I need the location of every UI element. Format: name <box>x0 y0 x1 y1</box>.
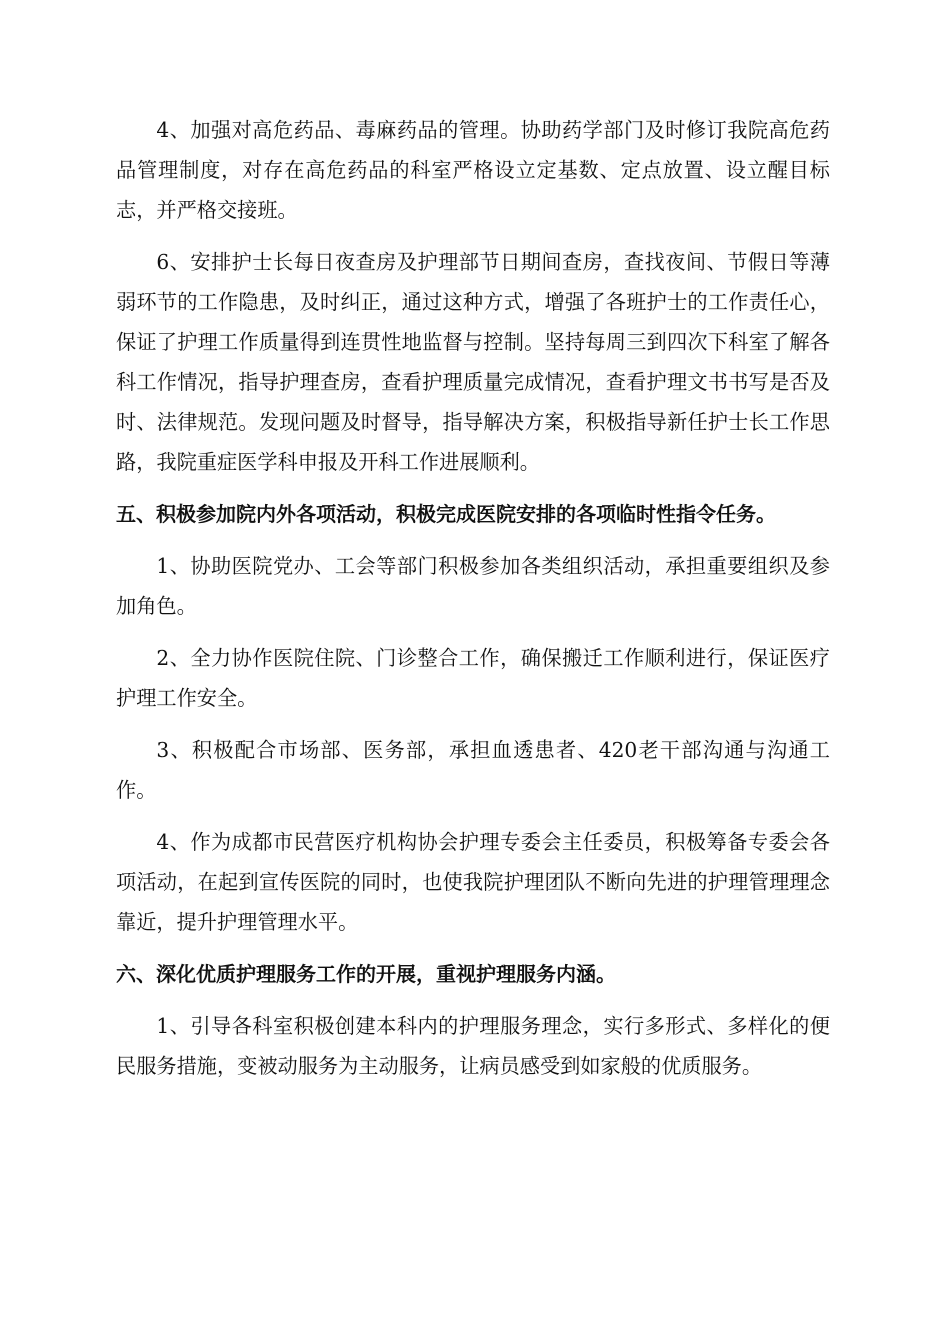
section-heading-five: 五、积极参加院内外各项活动，积极完成医院安排的各项临时性指令任务。 <box>116 502 776 526</box>
paragraph-nursing-committee: 4、作为成都市民营医疗机构协会护理专委会主任委员，积极筹备专委会各项活动，在起到宣传医院的同时，也使我院护理团队不断向先进的护理管理理念靠近，提升护理管理水平。 <box>116 830 830 934</box>
paragraph-drug-management: 4、加强对高危药品、毒麻药品的管理。协助药学部门及时修订我院高危药品管理制度，对存在高危药品的科室严格设立定基数、定点放置、设立醒目标志，并严格交接班。 <box>116 118 830 222</box>
paragraph-market-medical-coop: 3、积极配合市场部、医务部，承担血透患者、420老干部沟通与沟通工作。 <box>116 738 830 802</box>
paragraph-hospital-integration: 2、全力协作医院住院、门诊整合工作，确保搬迁工作顺利进行，保证医疗护理工作安全。 <box>116 646 830 710</box>
paragraph-service-concept: 1、引导各科室积极创建本科内的护理服务理念，实行多形式、多样化的便民服务措施，变被动服务为主动服务，让病员感受到如家般的优质服务。 <box>116 1014 830 1078</box>
document-page <box>116 110 830 1098</box>
paragraph-party-union-activities: 1、协助医院党办、工会等部门积极参加各类组织活动，承担重要组织及参加角色。 <box>116 554 830 618</box>
section-heading-six: 六、深化优质护理服务工作的开展，重视护理服务内涵。 <box>116 962 616 986</box>
paragraph-night-rounds: 6、安排护士长每日夜查房及护理部节日期间查房，查找夜间、节假日等薄弱环节的工作隐患，及时纠正，通过这种方式，增强了各班护士的工作责任心，保证了护理工作质量得到连贯性地监督与控制。坚持每周三到四次下科室了解各科工作情况，指导护理查房，查看护理质量完成情况，查看护理文书书写是否及时、法律规范。发现问题及时督导，指导解决方案，积极指导新任护士长工作思路，我院重症医学科申报及开科工作进展顺利。 <box>116 250 830 474</box>
